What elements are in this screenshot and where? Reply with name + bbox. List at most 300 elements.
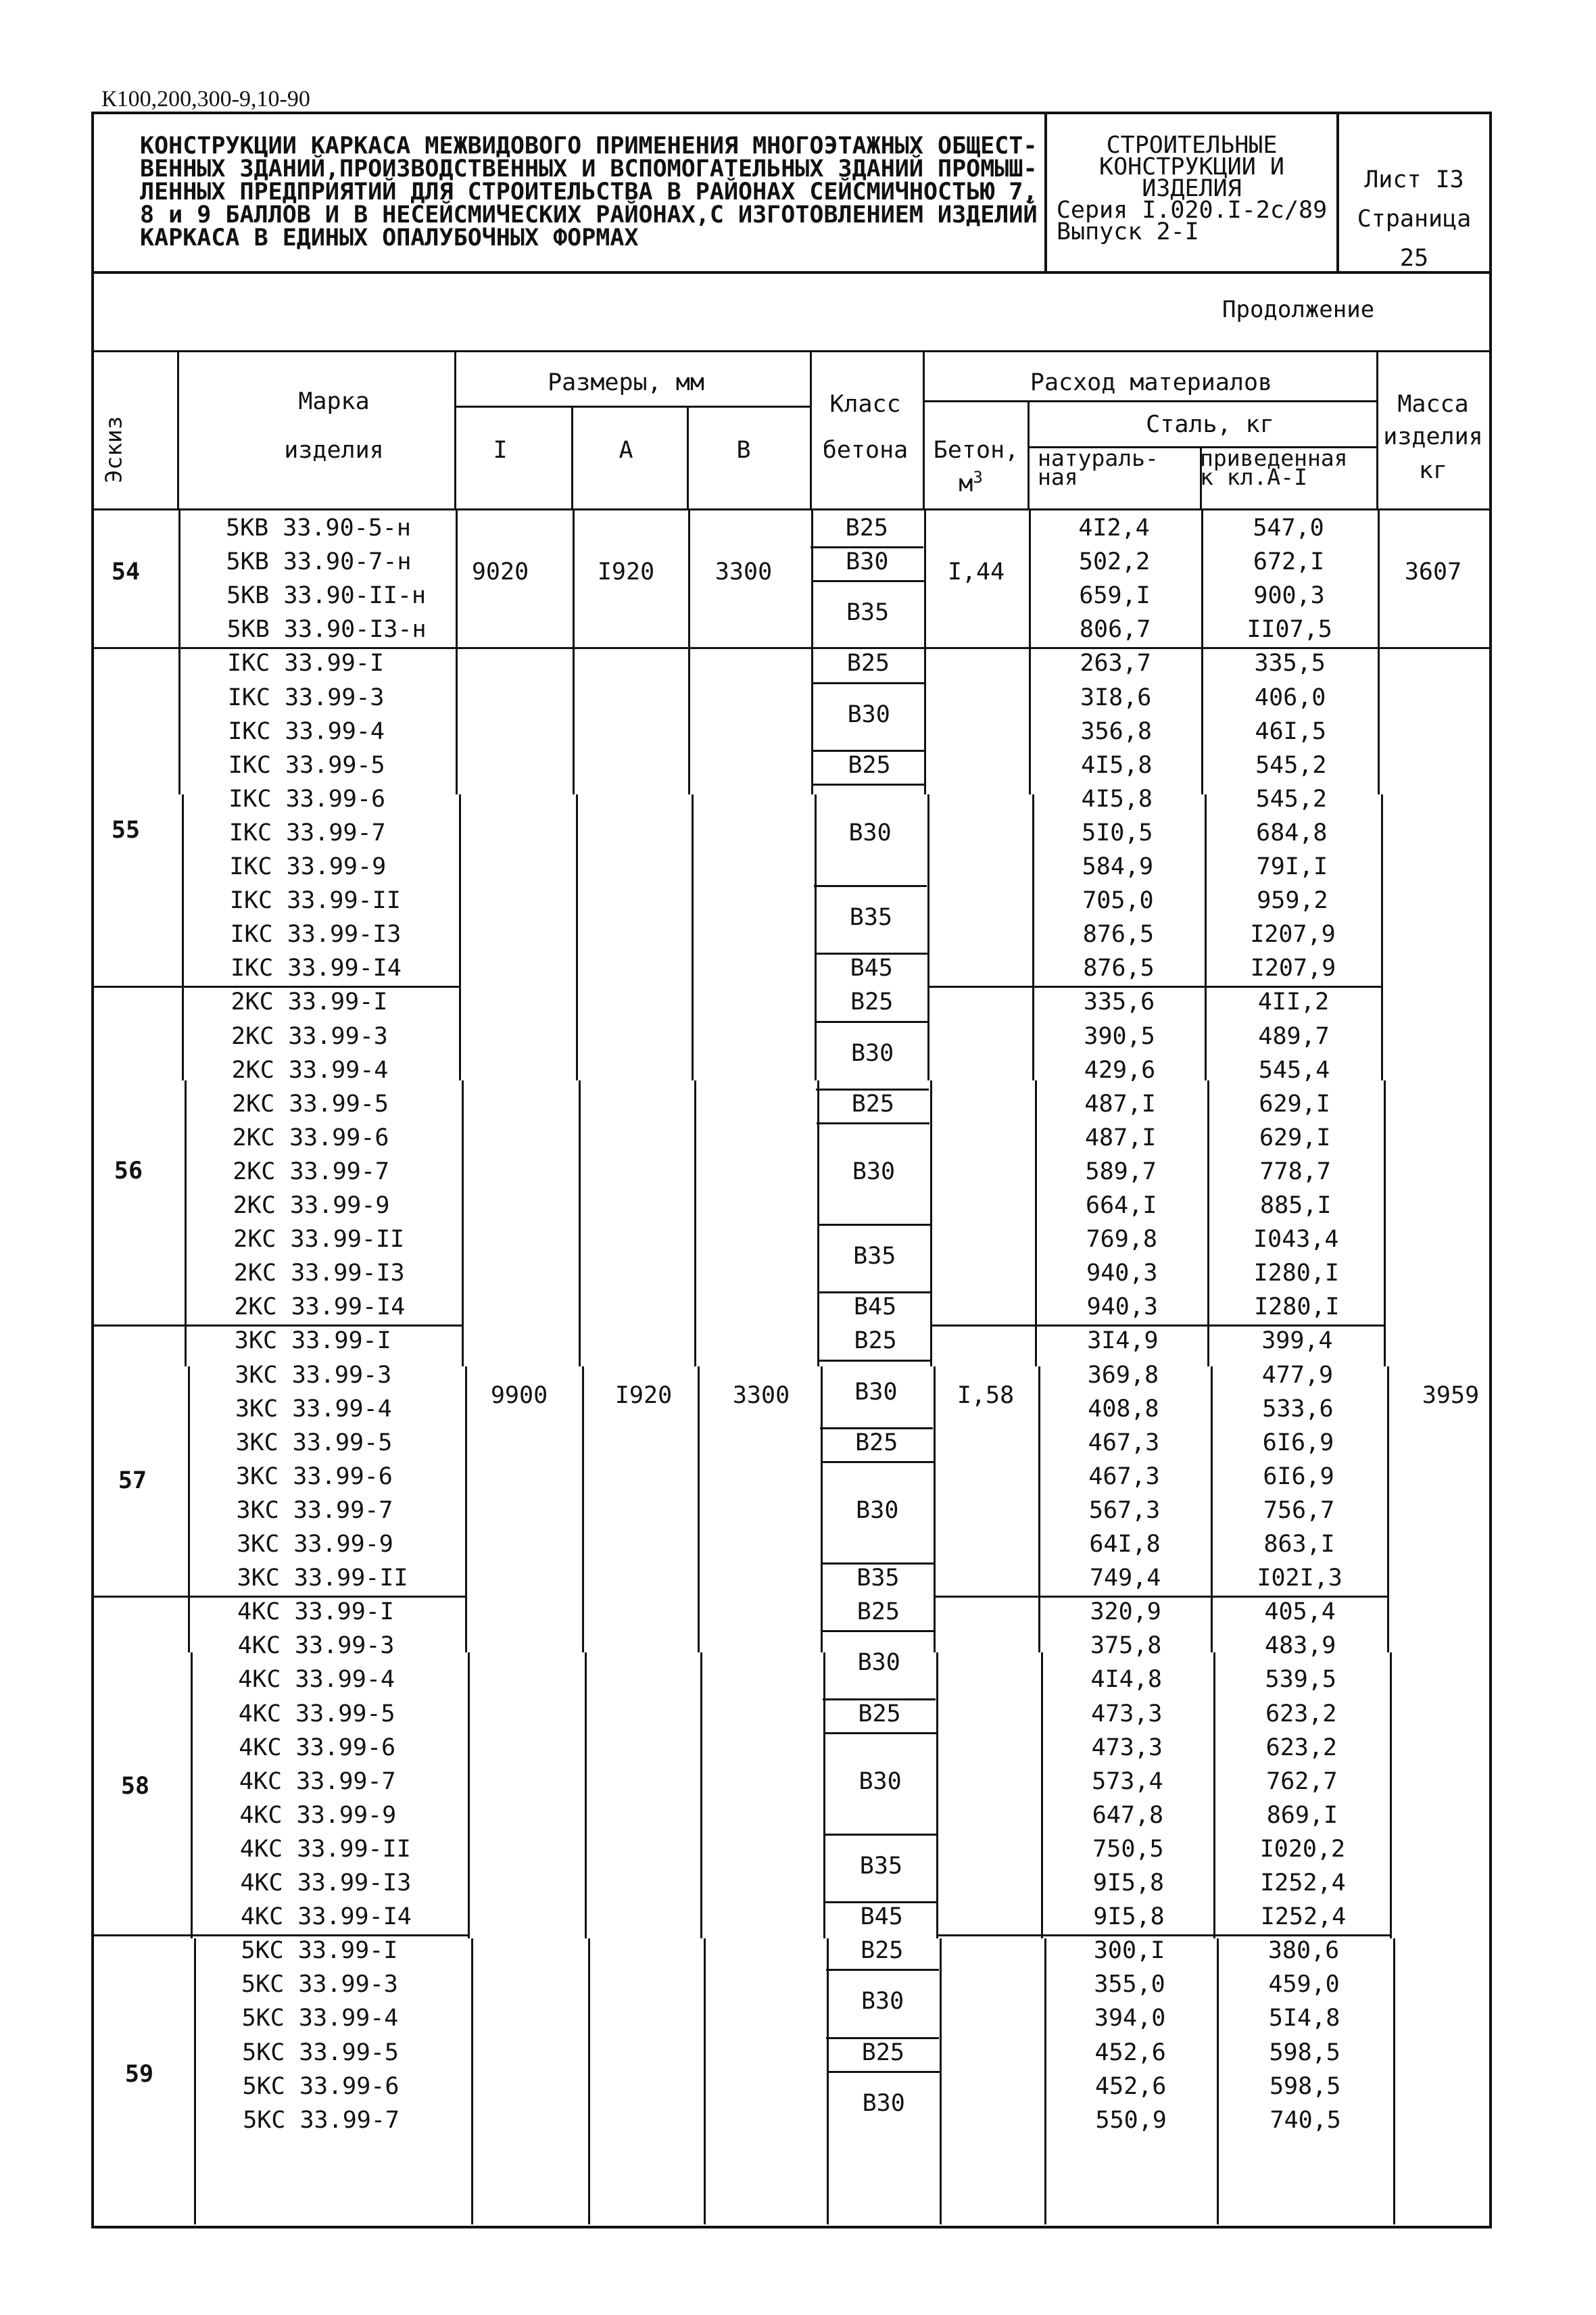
concrete-class: B30 — [852, 1158, 896, 1185]
product-mass: 3959 — [1422, 1382, 1480, 1409]
product-mark: 4КС 33.99-9 — [239, 1801, 397, 1829]
l-column-line — [588, 1938, 590, 2224]
product-mark: 5КС 33.99-6 — [242, 2072, 400, 2100]
page-number: Страница 25 — [1357, 206, 1472, 272]
steel-reduced: 740,5 — [1269, 2106, 1341, 2134]
l-column-line — [571, 406, 573, 508]
concrete-class: B35 — [856, 1565, 900, 1592]
a-column-line — [698, 1366, 700, 1652]
steel-split-line — [1211, 1366, 1213, 1652]
steel-natural: 550,9 — [1095, 2106, 1167, 2134]
steel-natural: 876,5 — [1082, 921, 1155, 949]
b-column-line — [810, 350, 812, 508]
steel-reduced: 756,7 — [1263, 1496, 1335, 1524]
steel-natural: 467,3 — [1088, 1429, 1160, 1456]
steel-natural: 4I5,8 — [1081, 751, 1153, 779]
header-beton: Бетон, — [933, 437, 1019, 464]
series-line: КОНСТРУКЦИИ И — [1099, 153, 1284, 181]
marka-column-line — [454, 350, 456, 508]
product-mass: 3607 — [1404, 558, 1462, 586]
header-top-line — [91, 350, 1492, 352]
product-mark: IКС 33.99-3 — [227, 684, 385, 711]
steel-reduced: 762,7 — [1266, 1767, 1338, 1795]
a-column-line — [700, 1652, 702, 1938]
steel-natural: 64I,8 — [1089, 1531, 1161, 1558]
height-value: 3300 — [715, 558, 773, 586]
concrete-class: B25 — [856, 1598, 900, 1626]
steel-reduced: 623,2 — [1265, 1734, 1337, 1761]
marka-column-line — [456, 508, 458, 794]
steel-reduced: 629,I — [1259, 1124, 1331, 1151]
concrete-class: B25 — [850, 988, 894, 1016]
marka-column-line — [468, 1652, 470, 1938]
sketch-number: 55 — [111, 817, 141, 844]
a-column-line — [704, 1938, 706, 2224]
class-cell-border — [827, 2071, 940, 2073]
header-b: B — [736, 437, 751, 464]
steel-natural: 940,3 — [1086, 1260, 1158, 1287]
height-value: 3300 — [732, 1382, 790, 1409]
product-mark: 4КС 33.99-II — [239, 1835, 411, 1863]
group-separator — [91, 1934, 469, 1936]
beton-column-line — [1035, 1080, 1037, 1366]
steel-reduced: 869,I — [1266, 1801, 1338, 1829]
steel-natural: 940,3 — [1086, 1293, 1159, 1321]
a-column-line — [694, 1080, 696, 1366]
steel-natural: 487,I — [1084, 1090, 1156, 1118]
class-cell-border — [822, 1630, 935, 1632]
steel-reduced: 380,6 — [1267, 1937, 1340, 1965]
series-number: Серия I.020.I-2с/89 — [1056, 197, 1328, 224]
steel-natural: 4I5,8 — [1081, 785, 1153, 813]
document-code: К100,200,300-9,10-90 — [101, 87, 310, 112]
steel-natural: 487,I — [1084, 1124, 1157, 1151]
steel-reduced: I252,4 — [1260, 1869, 1346, 1897]
a-column-line — [687, 406, 689, 508]
steel-reduced: 545,2 — [1255, 751, 1327, 779]
concrete-class: B25 — [858, 1700, 901, 1727]
concrete-class: B25 — [855, 1429, 898, 1456]
group-separator — [456, 647, 924, 649]
steel-reduced: 547,0 — [1253, 515, 1324, 542]
class-cell-border — [824, 1834, 937, 1836]
class-cell-border — [819, 1360, 932, 1362]
steel-split-line — [1205, 794, 1207, 1080]
sheet-number: Лист I3 — [1364, 166, 1464, 193]
product-mark: IКС 33.99-9 — [229, 853, 387, 881]
group-separator — [927, 986, 1381, 988]
steel-natural: 4I2,4 — [1078, 515, 1150, 542]
steel-natural: 335,6 — [1083, 988, 1155, 1016]
product-mark: 5КВ 33.90-7-н — [226, 548, 412, 576]
marka-column-line — [459, 794, 461, 1080]
title-line: КОНСТРУКЦИИ КАРКАСА МЕЖВИДОВОГО ПРИМЕНЕНИЯ МНОГОЭТАЖНЫХ ОБЩЕСТ- — [140, 133, 1038, 160]
product-mark: 2КС 33.99-6 — [232, 1124, 389, 1151]
product-mark: 3КС 33.99-5 — [235, 1429, 393, 1456]
steel-natural: 4I4,8 — [1090, 1666, 1162, 1694]
steel-natural: 300,I — [1093, 1937, 1165, 1965]
steel-reduced: 79I,I — [1256, 853, 1328, 881]
concrete-class: B25 — [851, 1090, 894, 1118]
concrete-class: B45 — [860, 1903, 903, 1931]
group-separator — [91, 986, 459, 988]
steel-reduced: 459,0 — [1268, 1971, 1340, 1999]
concrete-class: B30 — [862, 2089, 905, 2117]
steel-natural: 769,8 — [1086, 1226, 1157, 1254]
steel-natural: 3I4,9 — [1087, 1327, 1159, 1355]
class-cell-border — [813, 784, 926, 786]
product-mark: 4КС 33.99-4 — [238, 1666, 395, 1694]
concrete-class: B35 — [849, 904, 893, 932]
steel-natural: 375,8 — [1090, 1632, 1162, 1660]
group-separator — [932, 1324, 1385, 1327]
steel-natural: 355,0 — [1094, 1971, 1165, 1999]
product-mark: 3КС 33.99-7 — [236, 1496, 393, 1524]
steel-natural: 452,6 — [1094, 2038, 1166, 2066]
group-separator — [938, 1934, 1391, 1936]
product-mark: 5КС 33.99-3 — [241, 1971, 398, 1999]
a-column-line — [692, 794, 694, 1080]
steel-reduced: 885,I — [1260, 1192, 1332, 1220]
product-mark: IКС 33.99-I — [227, 650, 384, 677]
product-mark: 2КС 33.99-I3 — [233, 1260, 405, 1287]
product-mark: IКС 33.99-5 — [228, 751, 385, 779]
eskiz-column-line — [178, 508, 180, 794]
steel-reduced: 483,9 — [1265, 1632, 1336, 1660]
steel-natural: 664,I — [1086, 1192, 1157, 1220]
title-line: ЛЕННЫХ ПРЕДПРИЯТИЙ ДЛЯ СТРОИТЕЛЬСТВА В РАЙОНАХ СЕЙСМИЧНОСТЬЮ 7, — [140, 178, 1038, 206]
steel-reduced: I02I,3 — [1257, 1565, 1343, 1592]
concrete-class: B30 — [859, 1767, 902, 1795]
steel-split-line — [1217, 1938, 1219, 2224]
header-marka-2: изделия — [284, 437, 384, 464]
class-cell-border — [812, 682, 925, 684]
series-line: ИЗДЕЛИЯ — [1142, 175, 1242, 202]
beton-column-line — [1027, 400, 1030, 508]
steel-reduced: 6I6,9 — [1263, 1462, 1334, 1490]
concrete-class: B25 — [861, 1937, 904, 1965]
steel-reduced: 598,5 — [1269, 2072, 1341, 2100]
steel-natural: 9I5,8 — [1092, 1869, 1165, 1897]
product-mark: 4КС 33.99-I4 — [240, 1903, 412, 1931]
steel-reduced: I043,4 — [1253, 1226, 1339, 1254]
marka-column-line — [465, 1366, 467, 1652]
steel-natural: 394,0 — [1094, 2005, 1166, 2032]
steel-reduced: I252,4 — [1260, 1903, 1347, 1931]
materials-underline — [923, 400, 1376, 402]
concrete-class: B30 — [847, 700, 890, 728]
group-separator — [91, 647, 456, 649]
steel-reduced: 778,7 — [1259, 1158, 1331, 1185]
l-column-line — [576, 794, 578, 1080]
materials-column-line — [1390, 1652, 1392, 1938]
product-mark: 4КС 33.99-3 — [237, 1632, 395, 1660]
header-natural: натураль- ная — [1038, 445, 1159, 490]
eskiz-column-line — [182, 794, 184, 1080]
concrete-class: B30 — [861, 1988, 904, 2015]
document-title — [94, 114, 1047, 271]
series-info — [1047, 114, 1339, 271]
product-mark: 3КС 33.99-9 — [237, 1531, 393, 1558]
class-column-line — [940, 1938, 942, 2224]
concrete-volume: I,58 — [957, 1382, 1015, 1409]
steel-split-line — [1213, 1652, 1215, 1938]
steel-split-line — [1201, 508, 1203, 794]
concrete-class: B45 — [853, 1293, 897, 1321]
class-cell-border — [814, 885, 927, 887]
steel-reduced: 900,3 — [1253, 582, 1325, 610]
steel-reduced: 863,I — [1263, 1531, 1335, 1558]
product-mark: 4КС 33.99-I3 — [240, 1869, 412, 1897]
steel-reduced: 533,6 — [1262, 1395, 1334, 1423]
product-mark: IКС 33.99-7 — [228, 819, 386, 846]
group-separator — [934, 1596, 1388, 1598]
steel-natural: 876,5 — [1083, 955, 1155, 982]
header-eskiz: Эскиз — [100, 416, 127, 483]
product-mark: 5КВ 33.90-I3-н — [226, 616, 427, 644]
title-block — [91, 112, 1492, 274]
product-mark: 5КВ 33.90-II-н — [226, 582, 427, 610]
steel-underline — [1027, 446, 1376, 448]
product-mark: 2КС 33.99-7 — [233, 1158, 389, 1185]
steel-reduced: I207,9 — [1250, 921, 1336, 949]
steel-reduced: 399,4 — [1261, 1327, 1333, 1355]
class-cell-border — [817, 1122, 929, 1124]
concrete-class: B35 — [859, 1853, 903, 1880]
steel-natural: 356,8 — [1080, 717, 1152, 745]
header-sizes: Размеры, мм — [548, 369, 704, 396]
steel-natural: 589,7 — [1085, 1158, 1157, 1185]
sketch-number: 54 — [111, 558, 141, 586]
concrete-class: B25 — [861, 2038, 904, 2066]
concrete-class: B35 — [853, 1243, 896, 1270]
b-column-line — [821, 1366, 823, 1652]
concrete-class: B30 — [854, 1378, 898, 1406]
steel-reduced: 539,5 — [1265, 1666, 1336, 1694]
product-mark: 2КС 33.99-4 — [231, 1056, 389, 1084]
steel-natural: 263,7 — [1080, 650, 1151, 677]
steel-reduced: 6I6,9 — [1262, 1429, 1334, 1456]
concrete-class: B30 — [846, 548, 889, 576]
steel-natural: 429,6 — [1084, 1056, 1156, 1084]
product-mark: 3КС 33.99-II — [237, 1565, 408, 1592]
sketch-number: 56 — [114, 1158, 143, 1185]
steel-reduced: 684,8 — [1256, 819, 1328, 846]
steel-reduced: I280,I — [1254, 1293, 1340, 1321]
width-value: I920 — [597, 558, 655, 586]
product-mark: 3КС 33.99-I — [234, 1327, 391, 1355]
eskiz-column-line — [191, 1652, 193, 1938]
product-mark: IКС 33.99-I3 — [230, 921, 402, 949]
l-column-line — [573, 508, 575, 794]
marka-column-line — [471, 1938, 473, 2224]
header-a: A — [619, 437, 633, 464]
steel-natural: 467,3 — [1088, 1462, 1160, 1490]
class-column-line — [923, 350, 925, 508]
continuation-label: Продолжение — [1222, 296, 1375, 323]
a-column-line — [688, 508, 690, 794]
sketch-number: 59 — [124, 2061, 154, 2088]
materials-column-line — [1376, 350, 1378, 508]
class-cell-border — [816, 1021, 929, 1023]
steel-natural: 749,4 — [1089, 1565, 1161, 1592]
steel-reduced: 623,2 — [1265, 1700, 1337, 1727]
steel-natural: 452,6 — [1094, 2072, 1167, 2100]
beton-column-line — [1029, 508, 1031, 794]
steel-reduced: 959,2 — [1257, 887, 1328, 915]
concrete-class: B25 — [854, 1327, 897, 1355]
header-mass-3: кг — [1418, 457, 1448, 484]
steel-reduced: 46I,5 — [1255, 717, 1326, 745]
group-separator — [91, 1324, 463, 1327]
b-column-line — [827, 1938, 829, 2224]
product-mark: 5КС 33.99-4 — [241, 2005, 399, 2032]
beton-column-line — [1041, 1652, 1043, 1938]
product-mark: 4КС 33.99-7 — [239, 1767, 396, 1795]
steel-natural: 659,I — [1079, 582, 1151, 610]
steel-natural: 390,5 — [1084, 1022, 1155, 1050]
steel-natural: 806,7 — [1079, 616, 1151, 644]
steel-natural: 5I0,5 — [1082, 819, 1153, 846]
steel-natural: 750,5 — [1092, 1835, 1164, 1863]
class-column-line — [936, 1652, 938, 1938]
product-mark: 3КС 33.99-6 — [236, 1462, 393, 1490]
product-mark: IКС 33.99-6 — [228, 785, 386, 813]
header-marka: Марка — [298, 388, 370, 415]
steel-reduced: I280,I — [1253, 1260, 1340, 1287]
steel-reduced: II07,5 — [1247, 616, 1332, 644]
marka-column-line — [462, 1080, 464, 1366]
steel-reduced: I020,2 — [1259, 1835, 1346, 1863]
concrete-class: B25 — [845, 515, 888, 542]
product-mark: IКС 33.99-II — [229, 887, 401, 915]
product-mark: 5КС 33.99-I — [241, 1937, 398, 1965]
steel-split-line — [1200, 446, 1202, 508]
length-value: 9020 — [471, 558, 529, 586]
header-steel: Сталь, кг — [1146, 411, 1274, 438]
eskiz-column-line — [194, 1938, 196, 2224]
class-cell-border — [821, 1461, 934, 1463]
eskiz-column-line — [188, 1366, 190, 1652]
steel-natural: 567,3 — [1088, 1496, 1161, 1524]
product-mark: 5КС 33.99-5 — [242, 2038, 399, 2066]
title-line: ВЕННЫХ ЗДАНИЙ,ПРОИЗВОДСТВЕННЫХ И ВСПОМОГАТЕЛЬНЫХ ЗДАНИЙ ПРОМЫШ- — [140, 156, 1038, 183]
steel-reduced: 477,9 — [1261, 1361, 1334, 1389]
class-cell-border — [826, 1969, 939, 1971]
concrete-class: B30 — [848, 819, 892, 846]
l-column-line — [582, 1366, 584, 1652]
product-mark: 4КС 33.99-5 — [238, 1700, 395, 1727]
eskiz-column-line — [185, 1080, 187, 1366]
header-beton-unit: $м^3$ — [959, 468, 983, 498]
concrete-class: B45 — [850, 955, 893, 982]
steel-natural: 647,8 — [1092, 1801, 1164, 1829]
steel-natural: 584,9 — [1082, 853, 1154, 881]
steel-natural: 9I5,8 — [1093, 1903, 1165, 1931]
b-column-line — [823, 1652, 825, 1938]
steel-reduced: 489,7 — [1258, 1022, 1330, 1050]
steel-reduced: 672,I — [1253, 548, 1325, 576]
class-cell-border — [811, 580, 924, 582]
series-line: СТРОИТЕЛЬНЫЕ — [1106, 132, 1278, 159]
steel-natural: 320,9 — [1090, 1598, 1161, 1626]
title-line: 8 и 9 БАЛЛОВ И В НЕСЕЙСМИЧЕСКИХ РАЙОНАХ,С ИЗГОТОВЛЕНИЕМ ИЗДЕЛИЙ — [140, 201, 1038, 229]
l-column-line — [585, 1652, 587, 1938]
sketch-number: 58 — [120, 1773, 150, 1800]
steel-reduced: 335,5 — [1254, 650, 1326, 677]
eskiz-column-line — [177, 350, 179, 508]
class-cell-border — [818, 1224, 931, 1226]
steel-reduced: 629,I — [1259, 1090, 1330, 1118]
concrete-class: B35 — [846, 599, 890, 627]
header-mass-2: изделия — [1383, 423, 1483, 450]
width-value: I920 — [614, 1382, 673, 1409]
sheet-info — [1339, 114, 1489, 271]
product-mark: 2КС 33.99-I — [231, 988, 388, 1016]
product-mark: 2КС 33.99-I4 — [234, 1293, 406, 1321]
steel-split-line — [1207, 1080, 1209, 1366]
steel-natural: 408,8 — [1088, 1395, 1159, 1423]
header-bottom-line — [91, 508, 1492, 510]
product-mark: 3КС 33.99-3 — [235, 1361, 392, 1389]
steel-natural: 369,8 — [1087, 1361, 1159, 1389]
product-mark: 5КС 33.99-7 — [243, 2106, 400, 2134]
materials-column-line — [1381, 794, 1383, 1080]
steel-natural: 705,0 — [1082, 887, 1154, 915]
group-separator — [924, 647, 1378, 649]
steel-reduced: 405,4 — [1264, 1598, 1336, 1626]
steel-reduced: 598,5 — [1269, 2038, 1340, 2066]
issue-number: Выпуск 2-I — [1057, 218, 1199, 245]
product-mark: IКС 33.99-4 — [228, 717, 385, 745]
materials-column-line — [1378, 508, 1380, 794]
product-mark: 2КС 33.99-5 — [232, 1090, 389, 1118]
materials-column-line — [1387, 1366, 1389, 1652]
steel-natural: 573,4 — [1092, 1767, 1163, 1795]
group-separator — [91, 1596, 466, 1598]
class-cell-border — [823, 1732, 936, 1734]
steel-natural: 473,3 — [1091, 1734, 1163, 1761]
product-mark: 4КС 33.99-6 — [239, 1734, 396, 1761]
concrete-class: B25 — [846, 650, 890, 677]
steel-natural: 473,3 — [1091, 1700, 1163, 1727]
class-column-line — [934, 1366, 936, 1652]
steel-reduced: 545,2 — [1255, 785, 1327, 813]
product-mark: 5КВ 33.90-5-н — [226, 515, 411, 542]
header-klass-2: бетона — [822, 437, 909, 464]
concrete-volume: I,44 — [947, 558, 1005, 586]
steel-reduced: I207,9 — [1250, 955, 1336, 982]
beton-column-line — [1044, 1938, 1046, 2224]
header-materials: Расход материалов — [1030, 369, 1273, 396]
steel-natural: 502,2 — [1078, 548, 1151, 576]
b-column-line — [815, 794, 817, 1080]
concrete-class: B30 — [856, 1496, 899, 1524]
title-line: КАРКАСА В ЕДИНЫХ ОПАЛУБОЧНЫХ ФОРМАХ — [140, 224, 639, 252]
class-column-line — [927, 794, 929, 1080]
beton-column-line — [1038, 1366, 1040, 1652]
header-klass: Класс — [829, 391, 901, 418]
header-mass: Масса — [1397, 391, 1469, 418]
steel-reduced: 5I4,8 — [1268, 2005, 1340, 2032]
length-value: 9900 — [490, 1382, 548, 1409]
header-l: I — [493, 437, 508, 464]
steel-reduced: 545,4 — [1258, 1056, 1330, 1084]
concrete-class: B30 — [857, 1649, 900, 1677]
steel-natural: 3I8,6 — [1080, 684, 1152, 711]
materials-column-line — [1393, 1938, 1395, 2224]
concrete-class: B30 — [850, 1039, 894, 1067]
